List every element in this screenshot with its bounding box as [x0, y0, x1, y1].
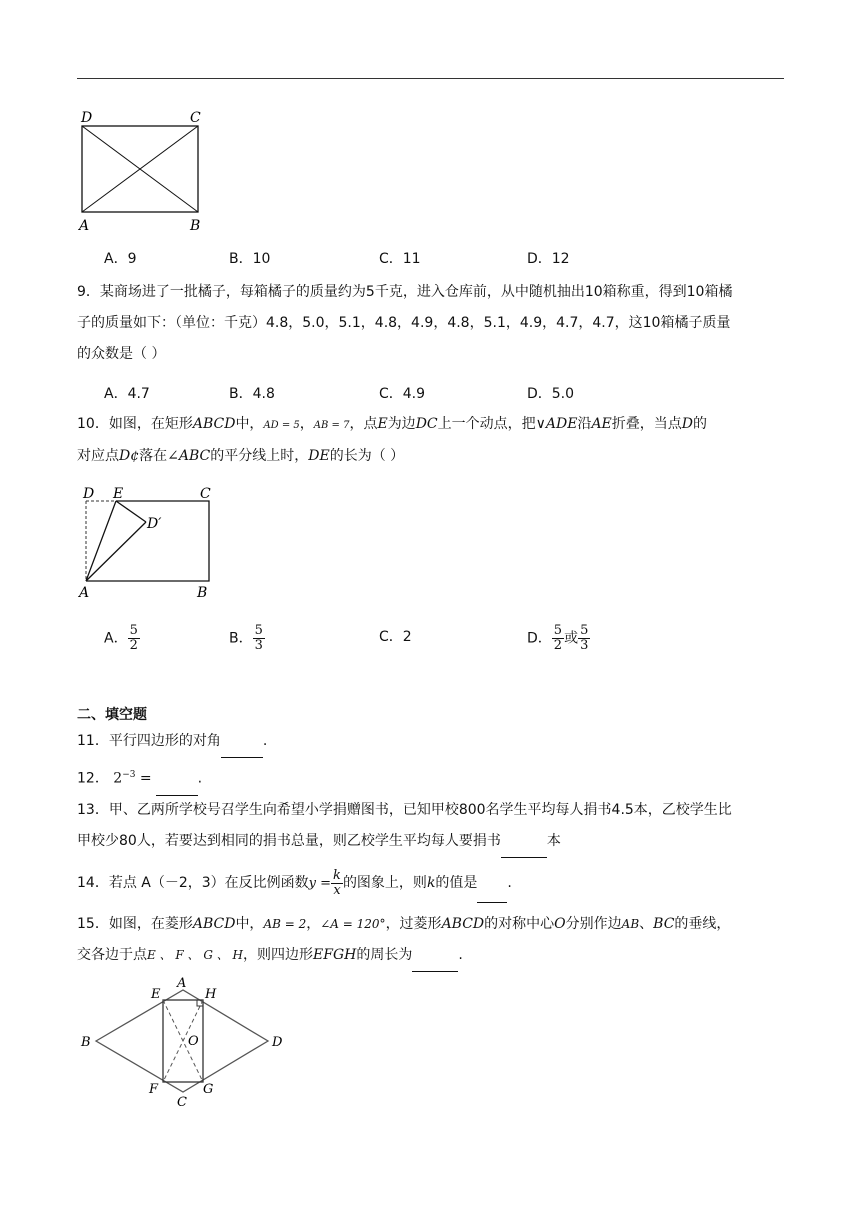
- label-a: A: [79, 218, 90, 234]
- q14-text: 的值是: [435, 875, 478, 891]
- question-9: [77, 277, 787, 370]
- denominator: x: [333, 882, 341, 898]
- q13-number: 13．: [77, 802, 109, 818]
- fraction: [253, 624, 265, 653]
- numerator: 5: [254, 623, 263, 638]
- question-15: [77, 909, 787, 972]
- q14-text: 的图象上，则: [342, 875, 427, 891]
- numerator: 5: [553, 623, 563, 638]
- q12-equals: =: [135, 770, 152, 787]
- q12-base: 2: [113, 770, 123, 787]
- label-c: C: [200, 486, 211, 502]
- q10-math: DC: [415, 416, 438, 432]
- q9-options: [104, 383, 804, 407]
- q11-text: 平行四边形的对角: [108, 733, 221, 749]
- numerator: k: [333, 867, 341, 883]
- folded-rectangle-figure: [72, 482, 232, 602]
- header-rule: [77, 78, 784, 79]
- q14-math: y =: [308, 876, 332, 891]
- option-label: D．: [527, 630, 552, 647]
- q10-number: 10．: [77, 416, 109, 432]
- denominator: 2: [553, 638, 563, 653]
- q15-text: 分别作边: [565, 916, 622, 932]
- q15-number: 15．: [77, 916, 109, 932]
- label-d: D: [83, 486, 95, 502]
- q13-answer-blank[interactable]: [501, 826, 547, 858]
- q13-line-2: 甲校少80人，若要达到相同的捐书总量，则乙校学生平均每人要捐书: [77, 833, 501, 849]
- q10-math: D¢: [119, 448, 140, 464]
- q15-text: 交各边于点: [77, 947, 147, 963]
- q10-option-d[interactable]: [527, 624, 590, 653]
- q8-option-d[interactable]: D．12: [527, 251, 570, 267]
- label-b: B: [190, 218, 201, 234]
- denominator: 3: [254, 638, 263, 653]
- q9-option-b[interactable]: B．4.8: [229, 386, 275, 402]
- q10-text: 对应点: [77, 448, 119, 464]
- q12-end: .: [197, 770, 203, 787]
- q9-option-d[interactable]: D．5.0: [527, 386, 575, 402]
- q10-text: 为边: [387, 416, 416, 432]
- q10-text: 中，: [235, 416, 264, 432]
- option-label: B．: [229, 630, 253, 647]
- q10-option-c[interactable]: C．2: [379, 629, 412, 645]
- q8-option-a[interactable]: A．9: [104, 251, 137, 267]
- q10-math: AB = 7: [313, 420, 350, 431]
- question-12: [77, 760, 787, 796]
- q15-text: 、: [639, 916, 654, 932]
- question-14: [77, 864, 787, 903]
- q15-math: AB = 2: [263, 917, 307, 931]
- label-f: F: [149, 1082, 159, 1097]
- q10-math: D: [681, 416, 694, 432]
- q12-answer-blank[interactable]: [156, 764, 198, 796]
- q10-text: 折叠，当点: [611, 416, 682, 432]
- q11-number: 11．: [77, 733, 109, 749]
- label-a: A: [177, 976, 187, 991]
- label-c: C: [190, 110, 201, 126]
- q9-line-1: 某商场进了一批橘子，每箱橘子的质量约为5千克，进入仓库前，从中随机抽出10箱称重，得到10箱橘: [99, 284, 733, 300]
- q15-math: ABCD: [192, 916, 236, 932]
- fraction: [331, 869, 343, 898]
- label-o: O: [188, 1034, 199, 1049]
- q14-end: .: [507, 875, 512, 891]
- fraction: [578, 624, 590, 653]
- label-d: D: [272, 1035, 283, 1050]
- q10-option-b[interactable]: [229, 624, 265, 653]
- label-d: D: [81, 110, 93, 126]
- label-c: C: [177, 1095, 187, 1110]
- q15-math: AB: [621, 917, 640, 931]
- q8-option-b[interactable]: B．10: [229, 251, 271, 267]
- q15-math: E 、 F 、 G 、 H: [147, 948, 244, 962]
- q9-option-c[interactable]: C．4.9: [379, 386, 426, 402]
- q12-exponent: −3: [122, 770, 136, 780]
- q15-text: 的对称中心: [484, 916, 555, 932]
- q10-math: ∠ABC: [167, 448, 211, 464]
- q15-text: 中，: [235, 916, 264, 932]
- q9-number: 9．: [77, 284, 100, 300]
- q14-text: 若点 A（－2，3）在反比例函数: [108, 875, 309, 891]
- q10-text: 的长为（ ）: [329, 448, 405, 464]
- q15-math: ∠A = 120°: [320, 917, 386, 931]
- option-label: A．: [104, 630, 128, 647]
- q10-text: 如图，在矩形: [108, 416, 193, 432]
- fraction: [128, 624, 140, 653]
- q15-text: ，: [306, 916, 321, 932]
- q8-option-c[interactable]: C．11: [379, 251, 421, 267]
- q15-text: 如图，在菱形: [108, 916, 193, 932]
- q10-math: DE: [308, 448, 330, 464]
- q10-options: [104, 616, 804, 656]
- label-h: H: [205, 987, 217, 1002]
- numerator: 5: [129, 623, 138, 638]
- q10-text: ，: [299, 416, 314, 432]
- q15-math: EFGH: [313, 947, 357, 963]
- q9-line-2: 子的质量如下：（单位：千克）4.8，5.0，5.1，4.8，4.9，4.8，5.1，4.9，4.7，4.7，这10箱橘子质量: [77, 315, 731, 331]
- q10-math: E: [377, 416, 388, 432]
- q10-math: ABCD: [192, 416, 236, 432]
- q15-answer-blank[interactable]: [412, 940, 458, 972]
- q10-text: 沿: [577, 416, 592, 432]
- q15-math: BC: [653, 916, 675, 932]
- question-10: [77, 409, 787, 472]
- or-text: 或: [564, 630, 579, 647]
- q10-math: AE: [591, 416, 612, 432]
- q11-end: .: [262, 733, 268, 749]
- q14-answer-blank[interactable]: [477, 864, 507, 903]
- label-d-prime: D′: [147, 516, 162, 532]
- numerator: 5: [580, 623, 589, 638]
- q15-text: 的周长为: [356, 947, 413, 963]
- q14-math: k: [426, 875, 436, 891]
- label-b: B: [81, 1035, 91, 1050]
- q15-text: 的垂线，: [674, 916, 731, 932]
- question-11: [77, 726, 787, 758]
- q11-answer-blank[interactable]: [221, 726, 263, 758]
- q15-text: ，则四边形: [243, 947, 314, 963]
- q10-math: AD = 5: [263, 420, 300, 431]
- q15-end: .: [458, 947, 463, 963]
- q13-end: 本: [546, 833, 561, 849]
- q10-text: 上一个动点，把: [437, 416, 536, 432]
- q15-text: ，过菱形: [385, 916, 442, 932]
- label-g: G: [203, 1082, 214, 1097]
- q10-option-a[interactable]: [104, 624, 140, 653]
- q10-text: ，点: [349, 416, 378, 432]
- q10-text: 的: [693, 416, 708, 432]
- label-b: B: [197, 585, 208, 601]
- q9-option-a[interactable]: A．4.7: [104, 386, 150, 402]
- q15-math: ABCD: [441, 916, 485, 932]
- q10-math: ∨ADE: [535, 416, 578, 432]
- denominator: 2: [129, 638, 138, 653]
- rectangle-diagonals-figure: [72, 104, 212, 236]
- rhombus-figure: [72, 972, 302, 1110]
- q13-line-1: 甲、乙两所学校号召学生向希望小学捐赠图书，已知甲校800名学生平均每人捐书4.5本，乙校学生比: [108, 802, 732, 818]
- label-e: E: [113, 486, 124, 502]
- q10-text: 的平分线上时，: [210, 448, 309, 464]
- q14-number: 14．: [77, 875, 109, 891]
- label-e: E: [151, 987, 161, 1002]
- q12-number: 12．: [77, 770, 109, 787]
- q9-line-3: 的众数是（ ）: [77, 346, 166, 362]
- label-a: A: [79, 585, 90, 601]
- section-title: 二、填空题: [77, 707, 147, 723]
- denominator: 3: [580, 638, 589, 653]
- q15-math: O: [554, 916, 566, 932]
- q8-options: [104, 248, 804, 272]
- q10-text: 落在: [139, 448, 168, 464]
- question-13: [77, 795, 787, 858]
- fraction: [552, 624, 564, 653]
